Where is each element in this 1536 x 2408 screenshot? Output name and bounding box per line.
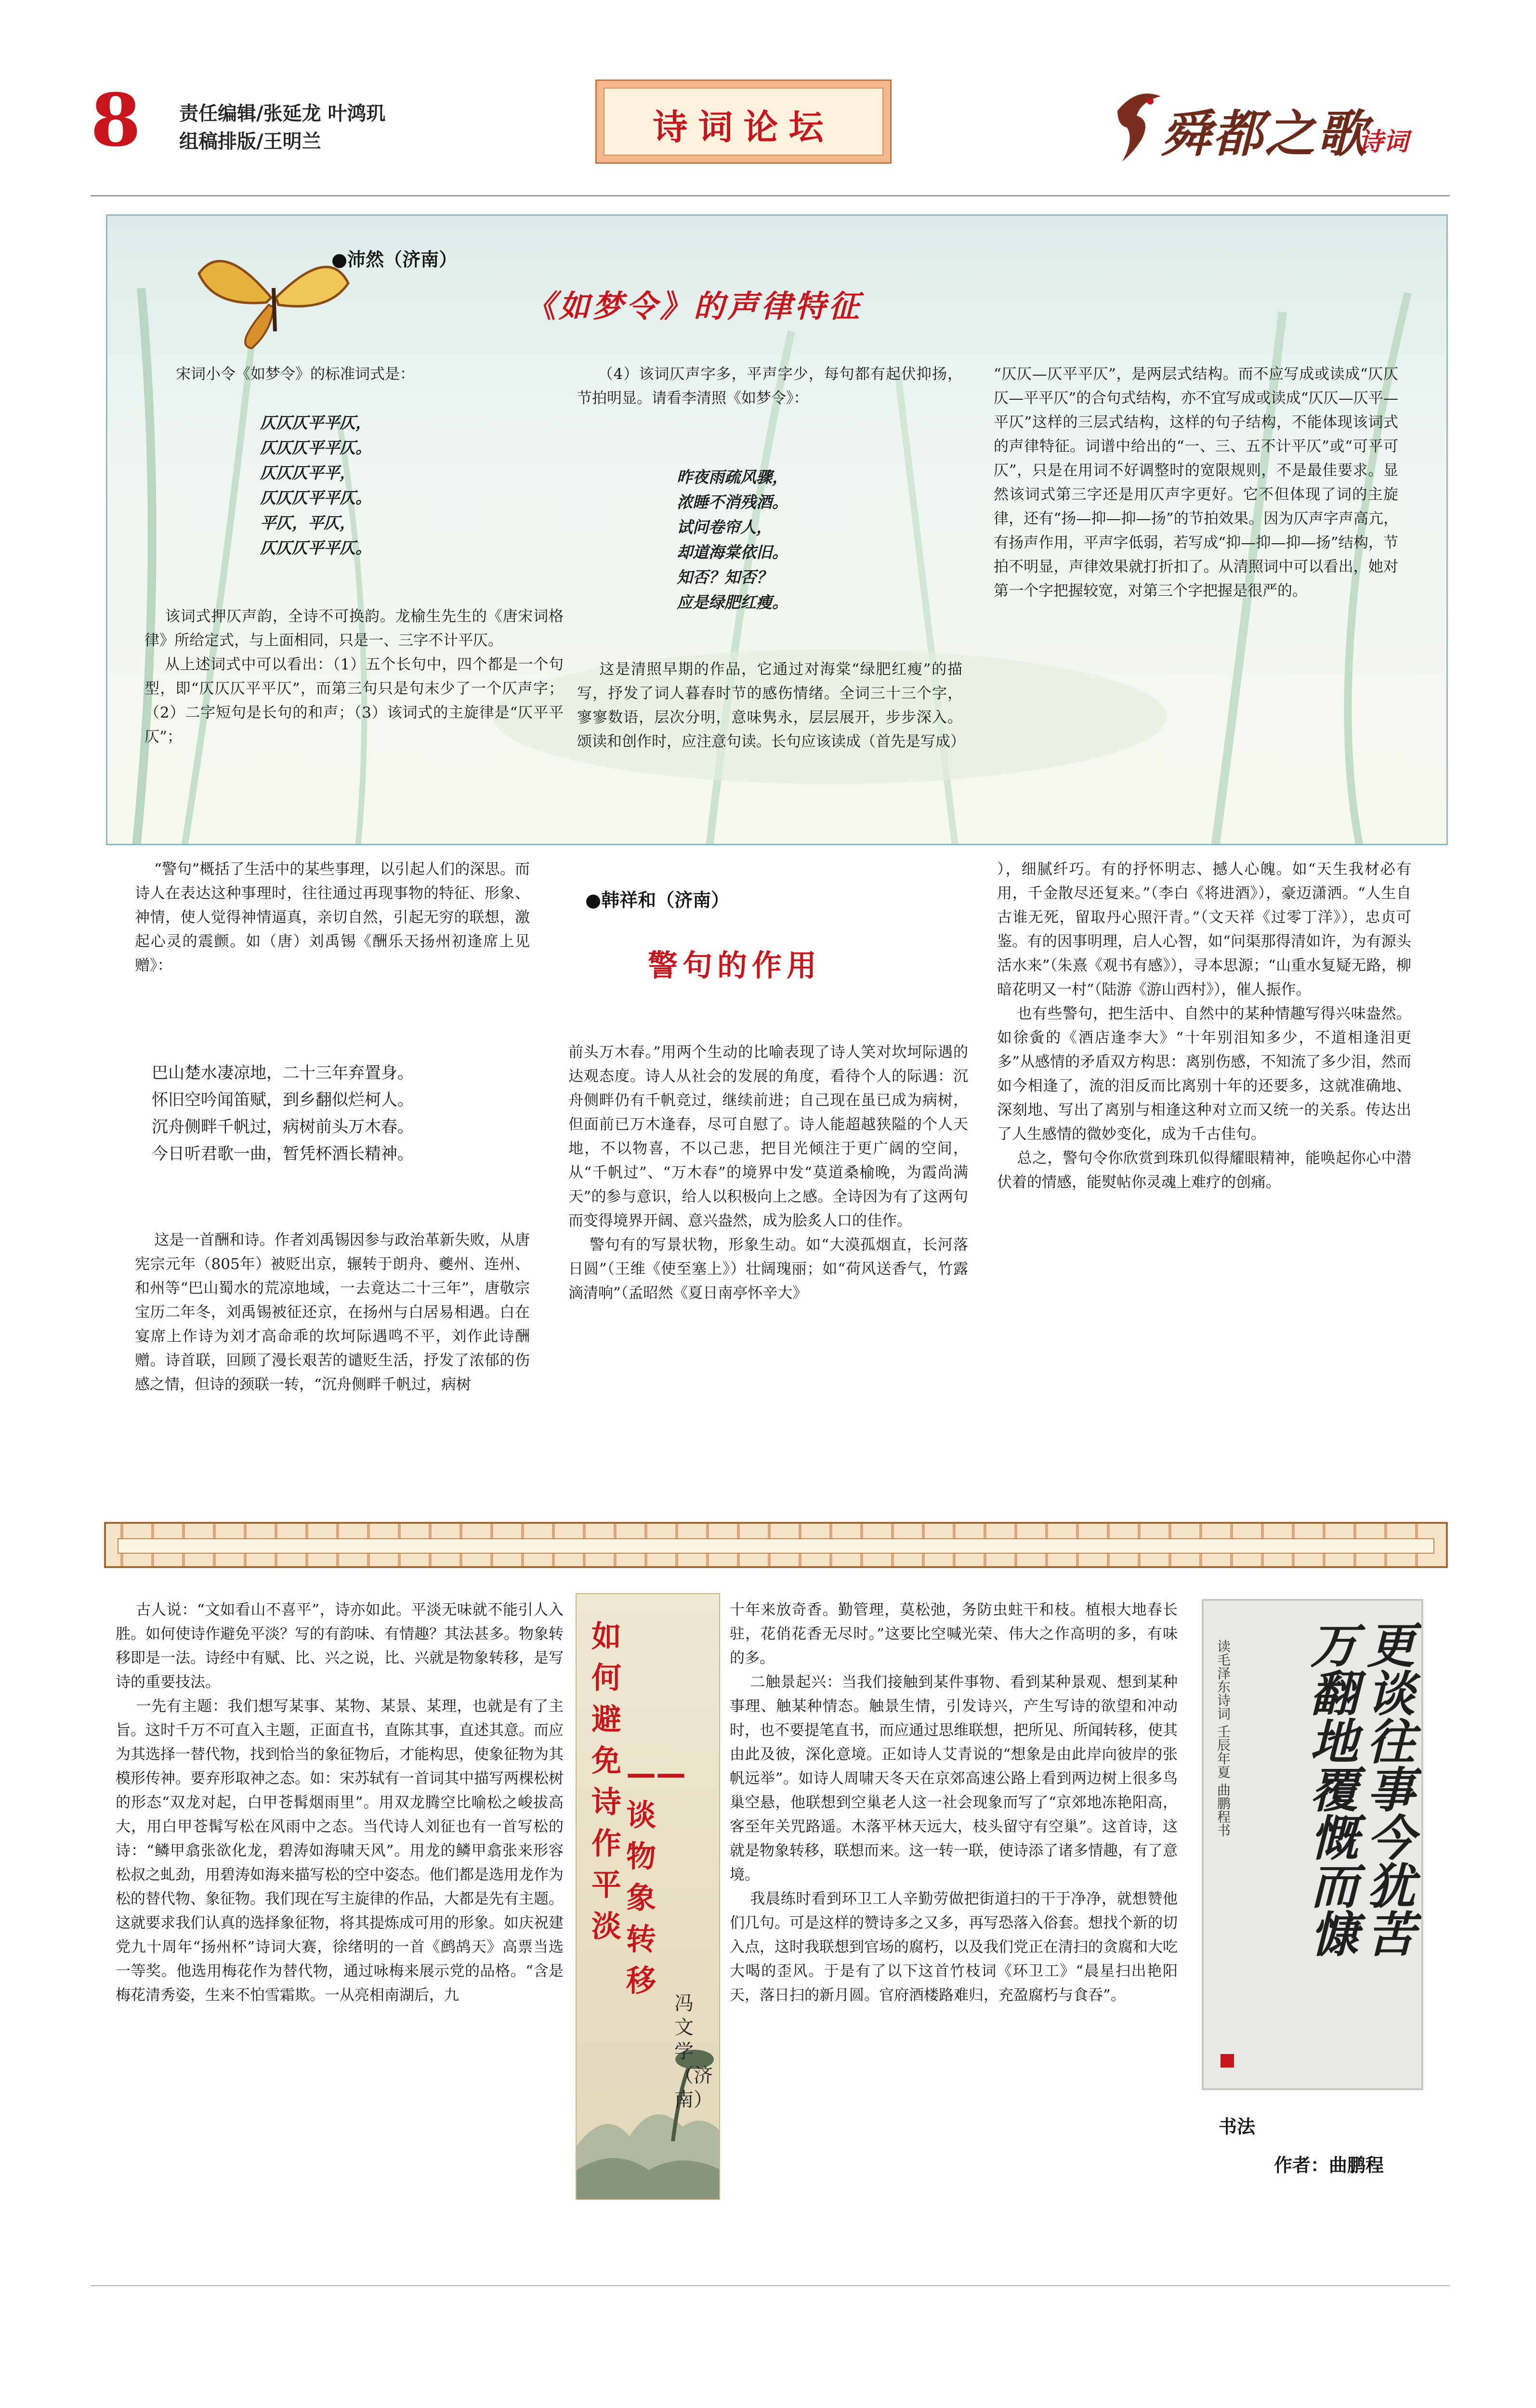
column-title-banner [595, 79, 892, 164]
article1-col2-poem: 昨夜雨疏风骤， 浓睡不消残酒。 试问卷帘人， 却道海棠依旧。 知否？知否？ 应是绿肥红瘦。 [677, 468, 788, 612]
calligraphy-artwork [1202, 1599, 1423, 2090]
article2-author: ●韩祥和（济南） [585, 890, 730, 911]
layout-line: 组稿排版/王明兰 [179, 131, 321, 153]
article3-title-col1: 如何避免诗作平淡 [591, 1619, 622, 1944]
article3-col3-text: 十年来放奇香。勤管理，莫松弛，务防虫蛀干和枝。植根大地春长驻，花俏花香无尽时。”这要比空喊光荣、伟大之作高明的多，有味的多。 二触景起兴：当我们接触到某件事物、看到某种景观、想到某种事理、触某种情态。触景生情，引发诗兴，产生写诗的欲望和冲动时，也不要提笔直书，而应通过思维联想，把所见、所闻转移，使其由此及彼，深化意境。正如诗人艾青说的“想象是由此岸向彼岸的张帆远举”。如诗人周啸天冬天在京郊高速公路上看到两边树上很多鸟巢空悬，他联想到空巢老人这一社会现象而写了“京郊地冻艳阳高，客至年关咒路遥。木落平林天远大，枝头留守有空巢”。这首诗，这就是物象转移，联想而来。这一转一联，使诗添了诸多情趣，有了意境。 我晨练时看到环卫工人辛勤劳做把街道扫的干于净净，就想赞他们几句。可是这样的赞诗多之又多，再写恐落入俗套。想找个新的切入点，这时我联想到官场的腐朽，以及我们党正在清扫的贪腐和大吃大喝的歪风。于是有了以下这首竹枝词《环卫工》“晨星扫出艳阳天，落日扫的新月圆。官府酒楼路难归，充盈腐朽与食吞”。 [730, 1601, 1178, 2004]
article1-col3-text: “仄仄—仄平平仄”，是两层式结构。而不应写成或读成“仄仄仄—平平仄”的合句式结构，亦不宜写成或读成“仄仄—仄平—平仄”这样的三层式结构，这样的句子结构，不能体现该词式的声律特征。词谱中给出的“一、三、五不计平仄”或“可平可仄”，只是在用词不好调整时的宽限规则，不是最佳要求。显然该词式第三字还是用仄声字更好。它不但体现了词的主旋律，还有“扬—抑—抑—扬”的节拍效果。因为仄声字声高亢，有扬声作用，平声字低弱，若写成“抑—抑—抑—扬”结构，节拍不明显，声律效果就打折扣了。从清照词中可以看出，她对第一个字把握较宽，对第三个字把握是很严的。 [994, 366, 1398, 600]
calligraphy-caption: 书法 [1219, 2116, 1256, 2137]
masthead-suffix: 诗词 [1358, 128, 1409, 157]
article1-author: ●沛然（济南） [331, 249, 458, 270]
footer-rule [91, 2285, 1450, 2286]
article3-author: 冯文学（济南） [674, 1992, 713, 2111]
calligraphy-inscription: 读毛泽东诗词 壬辰年夏 曲鹏程书 [1215, 1639, 1231, 1837]
editor-line: 责任编辑/张延龙 叶鸿玑 [179, 103, 386, 125]
article2-col3-text: ），细腻纤巧。有的抒怀明志、撼人心魄。如“天生我材必有用，千金散尽还复来。”（李白《将进酒》），豪迈潇洒。“人生自古谁无死，留取丹心照汗青。”（文天祥《过零丁洋》），忠贞可鉴。有的因事明理，启人心智，如“问渠那得清如许，为有源头活水来”（朱熹《观书有感》），寻本思源；“山重水复疑无路，柳暗花明又一村”（陆游《游山西村》），催人振作。 也有些警句，把生活中、自然中的某种情趣写得兴味盎然。如徐夤的《酒店逢李大》“十年别泪知多少，不道相逢泪更多”从感情的矛盾双方构思：离别伤感，不知流了多少泪，然而如今相逢了，流的泪反而比离别十年的还要多，这就准确地、深刻地、写出了离别与相逢这种对立而又统一的关系。传达出了人生感情的微妙变化，成为千古佳句。 总之，警句令你欣赏到珠玑似得耀眼精神，能唤起你心中潜伏着的情感，能熨帖你灵魂上难疗的创痛。 [997, 861, 1412, 1191]
article3-col1-text: 古人说：“文如看山不喜平”，诗亦如此。平淡无味就不能引人入胜。如何使诗作避免平淡？写的有韵味、有情趣？其法甚多。物象转移即是一法。诗经中有赋、比、兴之说，比、兴就是物象转移，是写诗的重要技法。 一先有主题：我们想写某事、某物、某景、某理，也就是有了主旨。这时千万不可直入主题，正面直书，直陈其事，直述其意。而应为其选择一替代物，找到恰当的象征物后，才能构思，使象征物为其模形传神。要弃形取神之态。如：宋苏轼有一首词其中描写两棵松树的形态“双龙对起，白甲苍髯烟雨里”。用双龙腾空比喻松之峻拔高大，用白甲苍髯写松在风雨中之态。当代诗人刘征也有一首写松的诗：“鳞甲翕张欲化龙，碧涛如海啸天风”。用龙的鳞甲翕张来形容松叔之虬劲，用碧涛如海来描写松的空中姿态。他们都是选用龙作为松的替代物、象征物。我们现在写主旋律的作品，大都是先有主题。这就要求我们认真的选择象征物，将其提炼成可用的形象。如庆祝建党九十周年“扬州杯”诗词大赛，徐绪明的一首《鹧鸪天》高票当选一等奖。他选用梅花作为替代物，通过咏梅来展示党的品格。“含是梅花清秀姿，生来不怕雪霜欺。一从亮相南湖后，九 [116, 1601, 564, 2004]
article2-col1-text-b: 这是一首酬和诗。作者刘禹锡因参与政治革新失败，从唐宪宗元年（805年）被贬出京，辗转于朗舟、夔州、连州、和州等“巴山蜀水的荒凉地域，一去竟达二十三年”，唐敬宗宝历二年冬，刘禹锡被征还京，在扬州与白居易相遇。白在宴席上作诗为刘才高命乖的坎坷际遇鸣不平，刘作此诗酬赠。诗首联，回顾了漫长艰苦的谴贬生活，抒发了浓郁的伤感之情，但诗的颈联一转，“沉舟侧畔千帆过，病树 [135, 1231, 530, 1393]
ink-landscape-icon [577, 2026, 720, 2199]
article2-col2-text: 前头万木春。”用两个生动的比喻表现了诗人笑对坎坷际遇的达观态度。诗人从社会的发展的角度，看待个人的际遇：沉舟侧畔仍有千帆竞过，继续前进；自己现在虽已成为病树，但面前已万木逢春，尽可自慰了。诗人能超越狭隘的个人天地，不以物喜，不以己悲，把目光倾注于更广阔的空间，从“千帆过”、“万木春”的境界中发“莫道桑榆晚，为霞尚满天”的参与意识，给人以积极向上之感。全诗因为有了这两句而变得境界开阔、意兴盎然，成为脍炙人口的佳作。 警句有的写景状物，形象生动。如“大漠孤烟直，长河落日圆”（王维《使至塞上》）壮阔瑰丽；如“荷风送香气，竹露滴清响”（孟昭然《夏日南亭怀辛大》 [568, 1044, 968, 1302]
article1-col2-text: （4）该词仄声字多，平声字少，每句都有起伏抑扬，节拍明显。请看李清照《如梦令》： [577, 366, 962, 407]
brush-bird-icon [1108, 82, 1166, 164]
article1-col1-pattern: 仄仄仄平平仄， 仄仄仄平平仄。 仄仄仄平平， 仄仄仄平平仄。 平仄，平仄， 仄仄仄平平仄。 [260, 413, 371, 557]
article1-col1-intro: 宋词小令《如梦令》的标准词式是： [176, 366, 415, 383]
header-rule [91, 195, 1450, 196]
article2-col1-poem: 巴山楚水凄凉地，二十三年弃置身。 怀旧空吟闻笛赋，到乡翻似烂柯人。 沉舟侧畔千帆过，病树前头万木春。 今日听君歌一曲，暂凭杯酒长精神。 [152, 1063, 414, 1164]
article2-title: 警句的作用 [648, 948, 822, 983]
page-number: 8 [91, 78, 141, 163]
ornament-band [104, 1522, 1448, 1568]
ornament-band-inner [118, 1538, 1434, 1554]
calligraphy-author: 作者：曲鹏程 [1274, 2155, 1384, 2176]
article1-col1-body: 该词式押仄声韵，全诗不可换韵。龙榆生先生的《唐宋词格律》所给定式，与上面相同，只是一、三字不计平仄。 从上述词式中可以看出：（1）五个长句中，四个都是一个句型，即“仄仄仄平平仄”，而第三句只是句末少了一个仄声字；（2）二字短句是长句的和声；（3）该词式的主旋律是“仄平平仄”； [144, 608, 564, 746]
article1-col2-body: 这是清照早期的作品，它通过对海棠“绿肥红瘦”的描写，抒发了词人暮春时节的感伤情绪。全词三十三个字，寥寥数语，层次分明，意味隽永，层层展开，步步深入。颂读和创作时，应注意句读。长句应该读成（首先是写成） [577, 661, 965, 750]
calligraphy-main-text: 更谈往事今犹苦 万翻地覆慨而慷 [1302, 1620, 1416, 1957]
article3-title-col2: ——谈物象转移 [626, 1756, 686, 1998]
article2-col1-text-a: “警句”概括了生活中的某些事理，以引起人们的深思。而诗人在表达这种事理时，往往通过再现事物的特征、形象、神情，使人觉得神情逼真，亲切自然，引起无穷的联想，激起心灵的震颤。如（唐）刘禹锡《酬乐天扬州初逢席上见赠》： [135, 861, 530, 974]
seal-stamp-icon [1220, 2054, 1234, 2068]
butterfly-icon [194, 235, 353, 351]
article1-title: 《如梦令》的声律特征 [525, 289, 862, 325]
masthead-logo [1108, 82, 1445, 169]
column-title: 诗词论坛 [653, 107, 834, 147]
masthead-calligraphy: 舜都之歌 [1161, 104, 1369, 163]
